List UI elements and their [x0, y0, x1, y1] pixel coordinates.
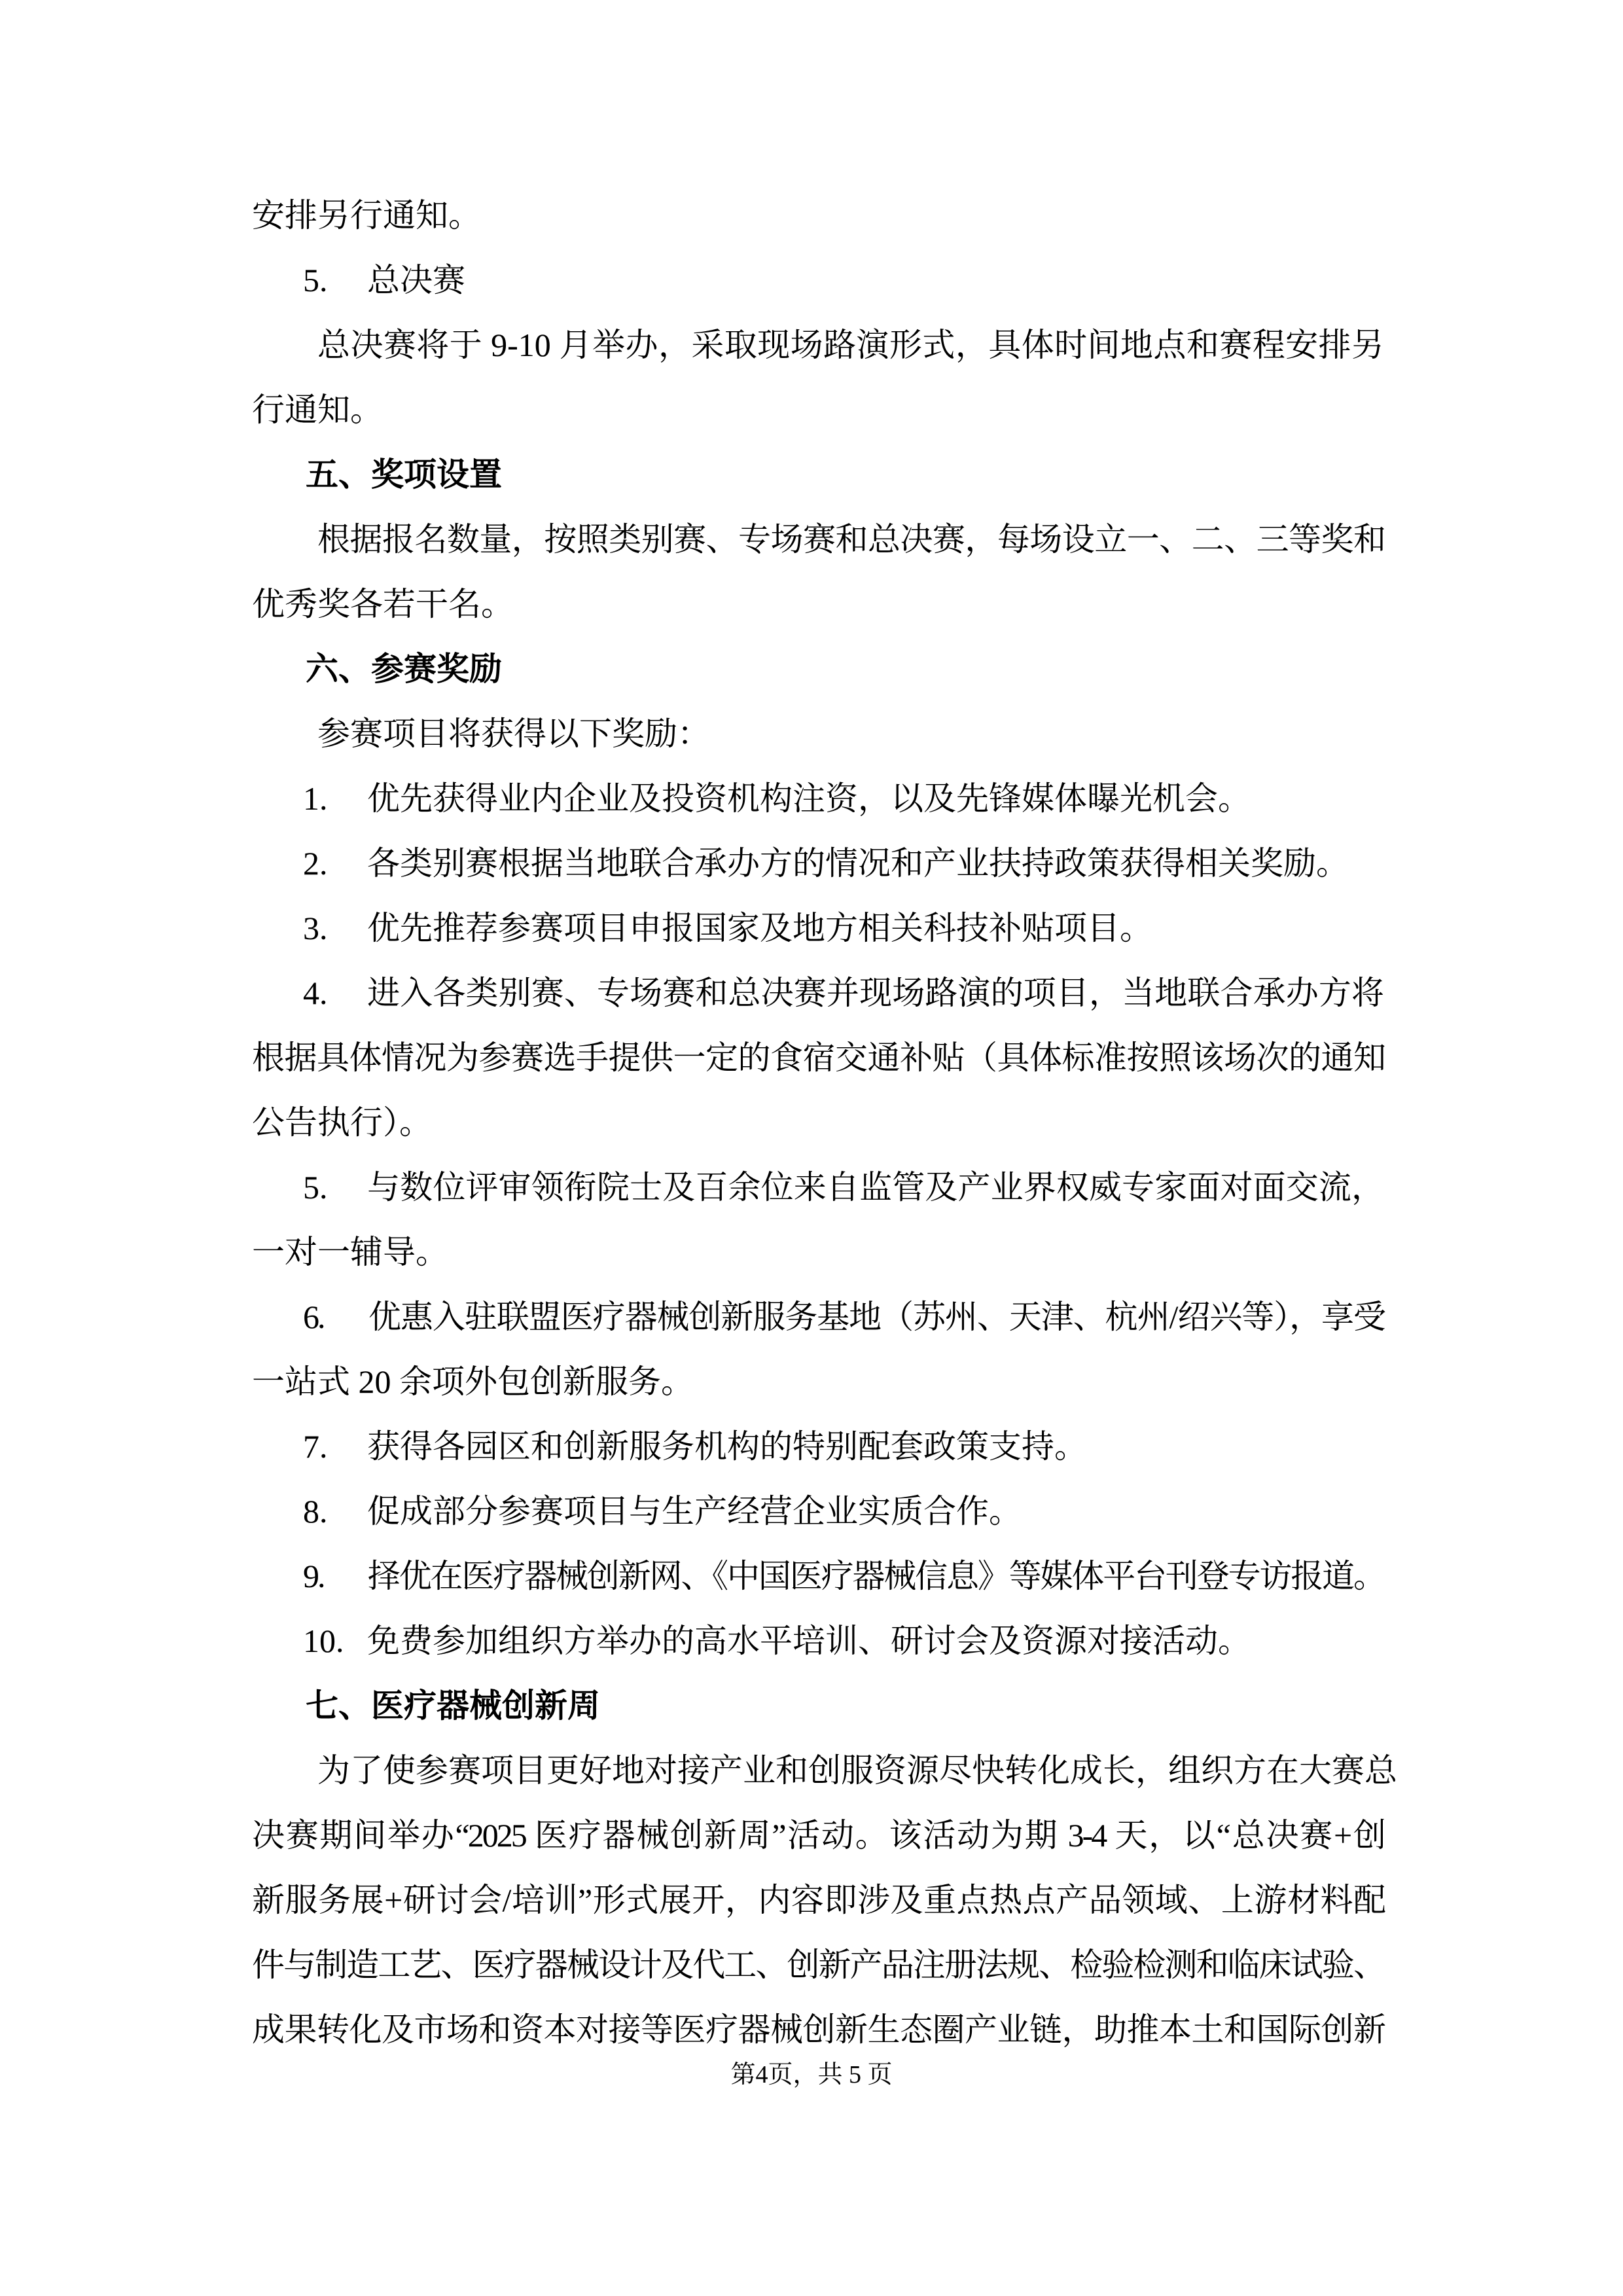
line-text: 为了使参赛项目更好地对接产业和创服资源尽快转化成长，组织方在大赛总	[317, 1752, 1397, 1789]
line-text: 择优在医疗器械创新网、《中国医疗器械信息》等媒体平台刊登专访报道。	[367, 1558, 1384, 1594]
text-line	[252, 572, 1384, 637]
list-item	[252, 1155, 1384, 1220]
text-line	[252, 1090, 1384, 1155]
text-line	[252, 1868, 1384, 1933]
line-text: 与数位评审领衔院士及百余位来自监管及产业界权威专家面对面交流，	[367, 1169, 1384, 1206]
list-number: 9.	[303, 1558, 324, 1594]
text-line	[252, 1220, 1384, 1285]
text-line	[252, 1998, 1384, 2062]
list-item	[252, 1285, 1384, 1350]
text-line	[252, 702, 1384, 766]
list-item	[252, 831, 1384, 896]
line-text: 进入各类别赛、专场赛和总决赛并现场路演的项目，当地联合承办方将	[367, 975, 1384, 1011]
text-line	[252, 378, 1384, 442]
line-text: 各类别赛根据当地联合承办方的情况和产业扶持政策获得相关奖励。	[367, 845, 1349, 882]
list-number: 5.	[303, 262, 328, 298]
text-line	[252, 183, 1384, 248]
text-line	[252, 1738, 1397, 1803]
list-item	[252, 1479, 1384, 1544]
line-text: 公告执行）。	[252, 1104, 432, 1141]
list-item	[252, 1544, 1384, 1609]
text-line	[252, 507, 1384, 572]
text-line	[252, 1933, 1384, 1998]
line-text: 优惠入驻联盟医疗器械创新服务基地（苏州、天津、杭州/绍兴等），享受	[367, 1299, 1384, 1335]
line-text: 总决赛	[367, 262, 465, 298]
section-heading	[252, 442, 1384, 507]
line-text: 一对一辅导。	[252, 1234, 448, 1270]
list-number: 8.	[303, 1493, 328, 1530]
line-text: 优先推荐参赛项目申报国家及地方相关科技补贴项目。	[367, 910, 1152, 946]
list-number: 10.	[303, 1623, 344, 1659]
list-item	[252, 896, 1384, 961]
list-number: 5.	[303, 1169, 328, 1206]
list-item	[252, 1609, 1384, 1674]
line-text: 成果转化及市场和资本对接等医疗器械创新生态圈产业链，助推本土和国际创新	[252, 2011, 1384, 2048]
list-number: 2.	[303, 845, 328, 882]
line-text: 总决赛将于 9-10 月举办，采取现场路演形式，具体时间地点和赛程安排另	[317, 327, 1384, 363]
line-text: 促成部分参赛项目与生产经营企业实质合作。	[367, 1493, 1022, 1530]
line-text: 五、奖项设置	[306, 456, 502, 493]
line-text: 优先获得业内企业及投资机构注资，以及先锋媒体曝光机会。	[367, 780, 1251, 817]
list-item	[252, 766, 1384, 831]
line-text: 参赛项目将获得以下奖励：	[317, 715, 710, 752]
text-line	[252, 1803, 1384, 1868]
page-footer: 第4页，共 5 页	[730, 2061, 893, 2089]
line-text: 根据报名数量，按照类别赛、专场赛和总决赛，每场设立一、二、三等奖和	[317, 521, 1384, 558]
line-text: 优秀奖各若干名。	[252, 586, 514, 622]
list-number: 1.	[303, 780, 328, 817]
list-number: 4.	[303, 975, 328, 1011]
line-text: 一站式 20 余项外包创新服务。	[252, 1363, 694, 1400]
list-item	[252, 248, 1384, 313]
line-text: 行通知。	[252, 391, 383, 428]
list-number: 7.	[303, 1428, 328, 1465]
list-number: 3.	[303, 910, 328, 946]
list-number: 6.	[303, 1299, 324, 1335]
list-item	[252, 1414, 1384, 1479]
list-item	[252, 961, 1384, 1026]
line-text: 免费参加组织方举办的高水平培训、研讨会及资源对接活动。	[367, 1623, 1251, 1659]
text-line	[252, 1350, 1384, 1414]
line-text: 件与制造工艺、医疗器械设计及代工、创新产品注册法规、检验检测和临床试验、	[252, 1946, 1384, 1983]
line-text: 安排另行通知。	[252, 197, 481, 234]
line-text: 根据具体情况为参赛选手提供一定的食宿交通补贴（具体标准按照该场次的通知	[252, 1039, 1384, 1076]
line-text: 七、医疗器械创新周	[306, 1687, 600, 1724]
line-text: 获得各园区和创新服务机构的特别配套政策支持。	[367, 1428, 1087, 1465]
text-line	[252, 1026, 1384, 1090]
section-heading	[252, 637, 1384, 702]
document-body	[252, 183, 1397, 2062]
line-text: 新服务展+研讨会/培训”形式展开，内容即涉及重点热点产品领域、上游材料配	[252, 1882, 1384, 1918]
section-heading	[252, 1674, 1384, 1738]
text-line	[252, 313, 1384, 378]
line-text: 决赛期间举办“2025 医疗器械创新周”活动。该活动为期 3-4 天，以“总决赛+创	[252, 1817, 1384, 1854]
line-text: 六、参赛奖励	[306, 651, 502, 687]
